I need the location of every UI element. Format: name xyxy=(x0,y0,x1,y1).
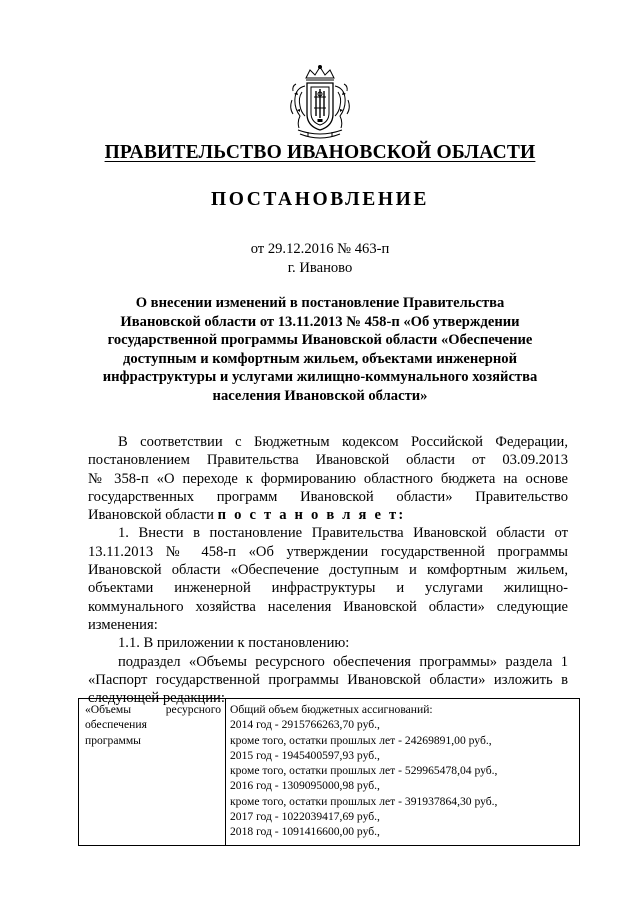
preamble-last-line xyxy=(88,506,568,524)
document-type-heading: ПОСТАНОВЛЕНИЕ xyxy=(210,189,430,210)
title-line: государственной программы Ивановской области «Обеспечение xyxy=(107,332,533,349)
table-label-line: «Объемы ресурсного xyxy=(85,703,221,716)
table-value-line: 2018 год - 1091416600,00 руб., xyxy=(230,825,380,839)
table-label-line: обеспечения xyxy=(85,718,147,732)
preamble-line: государственных программ Ивановской области» Правительство xyxy=(88,488,568,505)
table-label-cell xyxy=(79,699,226,845)
subsection-line: следующей редакции: xyxy=(88,690,225,707)
date-number: от 29.12.2016 № 463-п xyxy=(250,241,390,257)
table-label-line: программы xyxy=(85,733,141,747)
subsection-line: подраздел «Объемы ресурсного обеспечения программы» раздела 1 xyxy=(118,653,568,670)
resolution-body xyxy=(88,433,568,707)
title-line: Ивановской области от 13.11.2013 № 458-п «Об утверждении xyxy=(120,313,520,330)
coat-of-arms-emblem xyxy=(286,64,354,144)
item-1-line: Ивановской области «Обеспечение доступным и комфортным жильем, xyxy=(88,562,568,579)
table-value-line: кроме того, остатки прошлых лет - 391937864,30 руб., xyxy=(230,794,498,808)
decree-word: п о с т а н о в л я е т: xyxy=(217,507,406,524)
table-value-line: 2017 год - 1022039417,69 руб., xyxy=(230,810,380,824)
item-1-line: 1. Внести в постановление Правительства Ивановской области от xyxy=(118,525,568,542)
preamble-last-text: Ивановской области xyxy=(88,507,214,524)
subsection-line: «Паспорт государственной программы Ивановской области» изложить в xyxy=(88,671,568,688)
table-value-line: 2014 год - 2915766263,70 руб., xyxy=(230,718,380,732)
title-line: населения Ивановской области» xyxy=(212,387,428,404)
preamble-line: № 358-п «О переходе к формированию областного бюджета на основе xyxy=(88,470,568,487)
title-line: О внесении изменений в постановление Правительства xyxy=(135,295,505,311)
title-line: доступным и комфортным жильем, объектами инженерной xyxy=(122,350,518,367)
item-1-line: 13.11.2013 № 458-п «Об утверждении государственной программы xyxy=(88,543,568,560)
resolution-title xyxy=(70,294,570,406)
item-1-line: изменения: xyxy=(88,616,158,633)
city: г. Иваново xyxy=(287,260,353,276)
table-value-line: кроме того, остатки прошлых лет - 24269891,00 руб., xyxy=(230,733,492,747)
title-line: инфраструктуры и услугами жилищно-коммунального хозяйства xyxy=(102,369,538,386)
funding-table xyxy=(78,698,580,846)
table-value-line: Общий объем бюджетных ассигнований: xyxy=(230,703,433,716)
preamble-line: постановлением Правительства Ивановской области от 03.09.2013 xyxy=(88,452,568,469)
item-1-line: объектами инженерной инфраструктуры и услугами жилищно- xyxy=(88,580,568,597)
preamble-line: В соответствии с Бюджетным кодексом Российской Федерации, xyxy=(118,434,568,450)
item-1-1: 1.1. В приложении к постановлению: xyxy=(118,635,350,652)
item-1-line: коммунального хозяйства населения Ивановской области» следующие xyxy=(88,598,568,615)
table-value-cell xyxy=(226,699,576,845)
government-name: ПРАВИТЕЛЬСТВО ИВАНОВСКОЙ ОБЛАСТИ xyxy=(104,142,536,163)
table-value-line: 2015 год - 1945400597,93 руб., xyxy=(230,748,380,762)
table-value-line: 2016 год - 1309095000,98 руб., xyxy=(230,779,380,793)
table-value-line: кроме того, остатки прошлых лет - 529965478,04 руб., xyxy=(230,764,498,778)
